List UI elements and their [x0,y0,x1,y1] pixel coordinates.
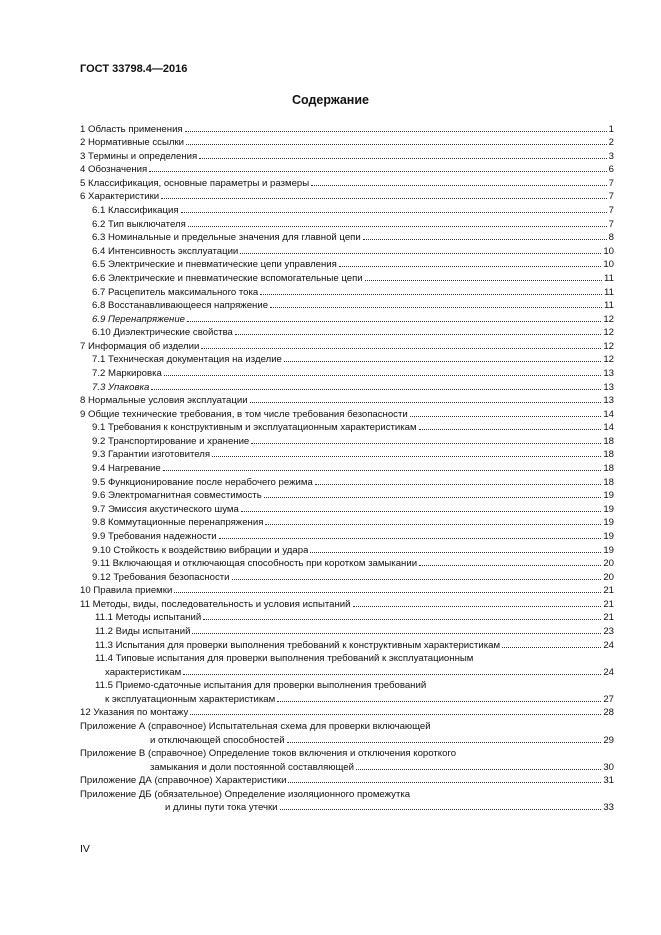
toc-entry-label: 6.4 Интенсивность эксплуатации [92,245,239,257]
toc-entry[interactable] [80,651,614,665]
toc-entry-label: 9 Общие технические требования, в том числе требования безопасности [80,408,408,420]
toc-entry[interactable] [80,705,614,719]
toc-entry-label: 7.1 Техническая документация на изделие [92,354,282,366]
toc-leader-dots [419,429,602,430]
toc-entry-label: характеристикам [105,666,182,678]
toc-entry[interactable] [80,284,614,298]
toc-entry-label: 4 Обозначения [80,164,148,176]
toc-leader-dots [365,280,602,281]
toc-entry-page: 20 [603,558,614,570]
toc-entry[interactable] [80,691,614,705]
toc-entry-label: 9.12 Требования безопасности [92,571,230,583]
toc-entry-label: 9.9 Требования надежности [92,530,217,542]
toc-entry[interactable] [80,718,614,732]
toc-entry[interactable] [80,488,614,502]
toc-leader-dots [192,633,601,634]
toc-entry-page: 13 [603,395,614,407]
toc-leader-dots [265,524,601,525]
toc-entry-label: 6.2 Тип выключателя [92,218,186,230]
toc-leader-dots [151,389,601,390]
toc-entry[interactable] [80,786,614,800]
toc-entry[interactable] [80,569,614,583]
toc-entry[interactable] [80,501,614,515]
toc-leader-dots [288,782,601,783]
toc-entry-label: 9.2 Транспортирование и хранение [92,435,250,447]
toc-entry[interactable] [80,759,614,773]
toc-leader-dots [287,742,602,743]
toc-entry-page: 21 [603,598,614,610]
toc-entry-page: 2 [608,137,614,149]
toc-entry-label: 2 Нормативные ссылки [80,137,185,149]
toc-entry-page: 33 [603,802,614,814]
toc-leader-dots [410,416,602,417]
toc-entry-label: Приложение А (справочное) Испытательная схема для проверки включающей [80,721,431,733]
toc-entry-page: 13 [603,381,614,393]
toc-leader-dots [199,158,606,159]
toc-entry[interactable] [80,746,614,760]
toc-entry[interactable] [80,460,614,474]
toc-entry[interactable] [80,121,614,135]
toc-entry[interactable] [80,270,614,284]
toc-entry[interactable] [80,162,614,176]
toc-leader-dots [311,185,606,186]
toc-entry-label: 7.2 Маркировка [92,367,162,379]
toc-entry[interactable] [80,800,614,814]
toc-entry[interactable] [80,515,614,529]
toc-entry-page: 18 [603,476,614,488]
toc-entry-page: 19 [603,544,614,556]
toc-entry[interactable] [80,406,614,420]
toc-leader-dots [270,307,602,308]
toc-entry-page: 20 [603,571,614,583]
toc-entry-label: 11.5 Приемо-сдаточные испытания для проверки выполнения требований [95,680,427,692]
toc-entry-page: 24 [603,639,614,651]
toc-leader-dots [235,334,601,335]
toc-entry-label: 6.5 Электрические и пневматические цепи управления [92,259,337,271]
toc-entry-label: 9.6 Электромагнитная совместимость [92,490,262,502]
toc-entry[interactable] [80,433,614,447]
toc-entry-page: 18 [603,435,614,447]
toc-entry-page: 12 [603,340,614,352]
toc-entry-page: 24 [603,666,614,678]
toc-entry-label: и отключающей способностей [150,734,285,746]
toc-entry-page: 18 [603,463,614,475]
toc-entry-page: 8 [608,232,614,244]
toc-leader-dots [241,511,602,512]
toc-entry-page: 12 [603,354,614,366]
toc-leader-dots [251,443,601,444]
toc-entry[interactable] [80,623,614,637]
toc-leader-dots [190,714,601,715]
toc-leader-dots [356,769,601,770]
toc-leader-dots [185,131,607,132]
toc-leader-dots [260,294,602,295]
toc-leader-dots [186,144,607,145]
toc-entry-label: 8 Нормальные условия эксплуатации [80,395,248,407]
toc-entry[interactable] [80,352,614,366]
toc-entry[interactable] [80,610,614,624]
toc-entry[interactable] [80,365,614,379]
toc-entry-label: Приложение ДА (справочное) Характеристики [80,775,287,787]
toc-leader-dots [174,592,601,593]
toc-leader-dots [339,266,601,267]
toc-entry-page: 30 [603,761,614,773]
toc-entry[interactable] [80,732,614,746]
toc-entry-page: 19 [603,517,614,529]
toc-entry[interactable] [80,311,614,325]
toc-entry[interactable] [80,175,614,189]
toc-leader-dots [284,361,601,362]
toc-entry-label: 9.11 Включающая и отключающая способность при коротком замыкании [92,558,418,570]
toc-entry-label: 7 Информация об изделии [80,340,200,352]
toc-entry[interactable] [80,420,614,434]
toc-entry-label: 9.4 Нагревание [92,463,161,475]
toc-leader-dots [310,552,601,553]
toc-entry[interactable] [80,528,614,542]
toc-entry-label: 11.4 Типовые испытания для проверки выполнения требований к эксплуатационным [95,653,474,665]
toc-entry-page: 12 [603,313,614,325]
page-number: IV [80,843,90,855]
toc-entry-label: 9.3 Гарантии изготовителя [92,449,211,461]
toc-entry[interactable] [80,202,614,216]
toc-entry-page: 29 [603,734,614,746]
toc-entry[interactable] [80,596,614,610]
toc-leader-dots [232,579,602,580]
toc-entry-page: 11 [604,272,614,284]
toc-entry-page: 10 [603,245,614,257]
toc-entry-label: к эксплуатационным характеристикам [105,693,276,705]
toc-entry[interactable] [80,325,614,339]
toc-entry-page: 21 [603,585,614,597]
toc-entry[interactable] [80,447,614,461]
toc-entry[interactable] [80,379,614,393]
toc-entry-label: 9.7 Эмиссия акустического шума [92,503,239,515]
toc-entry[interactable] [80,135,614,149]
toc-entry-label: 9.10 Стойкость к воздействию вибрации и удара [92,544,309,556]
toc-entry-page: 28 [603,707,614,719]
toc-leader-dots [240,253,601,254]
toc-entry[interactable] [80,230,614,244]
toc-entry[interactable] [80,257,614,271]
toc-entry-page: 14 [603,422,614,434]
toc-entry-page: 19 [603,530,614,542]
toc-entry-page: 7 [608,218,614,230]
toc-entry[interactable] [80,243,614,257]
toc-entry-label: 6.1 Классификация [92,205,179,217]
toc-leader-dots [188,226,607,227]
toc-entry-page: 19 [603,490,614,502]
toc-leader-dots [212,456,601,457]
toc-entry-page: 13 [603,367,614,379]
toc-leader-dots [201,348,601,349]
toc-entry-label: 6.9 Перенапряжение [92,313,185,325]
toc-entry-label: 6 Характеристики [80,191,160,203]
toc-entry[interactable] [80,148,614,162]
toc-entry-label: 5 Классификация, основные параметры и размеры [80,177,310,189]
toc-entry-page: 3 [608,150,614,162]
toc-entry-page: 10 [603,259,614,271]
toc-entry-page: 7 [608,177,614,189]
toc-entry-label: 12 Указания по монтажу [80,707,189,719]
toc-entry-page: 18 [603,449,614,461]
toc-leader-dots [161,198,607,199]
toc-leader-dots [250,402,602,403]
toc-entry-page: 6 [608,164,614,176]
toc-entry-page: 11 [604,286,614,298]
toc-entry-page: 19 [603,503,614,515]
toc-entry-label: 9.8 Коммутационные перенапряжения [92,517,264,529]
toc-entry[interactable] [80,189,614,203]
toc-entry-label: 6.3 Номинальные и предельные значения для главной цепи [92,232,361,244]
toc-leader-dots [219,538,602,539]
toc-entry-label: 10 Правила приемки [80,585,173,597]
toc-entry-label: 9.1 Требования к конструктивным и эксплуатационным характеристикам [92,422,417,434]
toc-entry-label: 6.7 Расцепитель максимального тока [92,286,259,298]
toc-entry-page: 31 [603,775,614,787]
toc-entry-label: 6.6 Электрические и пневматические вспомогательные цепи [92,272,363,284]
toc-entry[interactable] [80,773,614,787]
toc-entry-label: и длины пути тока утечки [165,802,278,814]
toc-leader-dots [181,212,607,213]
toc-leader-dots [163,470,602,471]
toc-entry[interactable] [80,474,614,488]
toc-entry-label: 1 Область применения [80,123,183,135]
toc-entry[interactable] [80,542,614,556]
table-of-contents [80,121,614,813]
toc-leader-dots [277,701,601,702]
toc-entry-page: 12 [603,327,614,339]
toc-leader-dots [203,619,601,620]
toc-leader-dots [315,484,601,485]
toc-entry-page: 21 [603,612,614,624]
toc-entry-page: 23 [603,625,614,637]
toc-entry-label: 6.10 Диэлектрические свойства [92,327,233,339]
toc-leader-dots [280,809,602,810]
toc-entry[interactable] [80,216,614,230]
toc-entry[interactable] [80,637,614,651]
toc-entry-label: Приложение ДБ (обязательное) Определение изоляционного промежутка [80,788,411,800]
toc-entry-page: 11 [604,300,614,312]
toc-entry-label: 11 Методы, виды, последовательность и условия испытаний [80,598,351,610]
toc-entry-label: 11.3 Испытания для проверки выполнения требований к конструктивным характеристикам [95,639,501,651]
toc-leader-dots [502,647,601,648]
toc-entry-label: 9.5 Функционирование после нерабочего режима [92,476,313,488]
toc-entry-label: 3 Термины и определения [80,150,198,162]
toc-entry[interactable] [80,298,614,312]
toc-leader-dots [187,321,601,322]
toc-entry-label: 11.2 Виды испытаний [95,625,191,637]
toc-entry-page: 7 [608,191,614,203]
document-standard-header: ГОСТ 33798.4—2016 [80,63,188,75]
toc-entry-page: 7 [608,205,614,217]
toc-entry-label: Приложение В (справочное) Определение токов включения и отключения короткого [80,748,457,760]
toc-entry[interactable] [80,583,614,597]
toc-entry-label: 7.3 Упаковка [92,381,150,393]
toc-leader-dots [353,606,602,607]
toc-entry-label: 6.8 Восстанавливающееся напряжение [92,300,269,312]
toc-entry[interactable] [80,393,614,407]
toc-leader-dots [363,239,607,240]
toc-leader-dots [149,171,606,172]
toc-entry[interactable] [80,338,614,352]
toc-entry-label: 11.1 Методы испытаний [95,612,202,624]
toc-entry-page: 1 [608,123,614,135]
toc-entry-page: 14 [603,408,614,420]
toc-leader-dots [419,565,601,566]
toc-leader-dots [183,674,601,675]
toc-entry[interactable] [80,678,614,692]
toc-entry-page: 27 [603,693,614,705]
toc-entry[interactable] [80,556,614,570]
toc-leader-dots [164,375,601,376]
toc-leader-dots [264,497,602,498]
toc-entry-label: замыкания и доли постоянной составляющей [150,761,354,773]
page-title: Содержание [291,93,369,107]
toc-entry[interactable] [80,664,614,678]
